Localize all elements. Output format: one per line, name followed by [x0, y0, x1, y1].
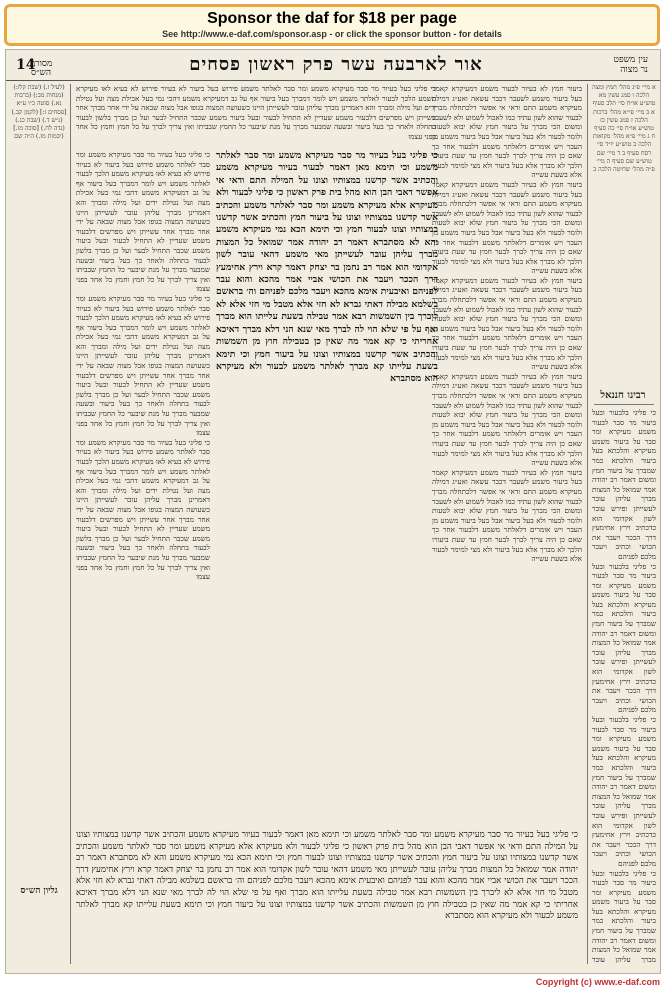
gilyon-label: גליון הש״ס [20, 886, 58, 896]
rabbeinu-text: כי פליגי בלבעור ובעל ביעור מר סבר לבעור משמע מעיקרא ומר סבר על ביעור משמע מעיקרא והלכתא בעל ביעור והלכתא כמר שמברך על ביעור חמץ ומשום דאמר רב יהודה אמר שמואל כל המצות מברך עליהן עובר לעשייתן ופירש עובר לשון אקדומי הוא כדכתיב וירץ אחימעץ דרך הככר ויעבר את הכושי וכתיב ויעבר מלכם לפניהם [592, 408, 656, 561]
rabbeinu-text-cont3: כי פליגי בלבעור ובעל ביעור מר סבר לבעור משמע מעיקרא ומר סבר על ביעור משמע מעיקרא והלכתא בעל ביעור והלכתא כמר שמברך על ביעור חמץ ומשום דאמר רב יהודה אמר שמואל כל המצות מברך עליהן עובר [592, 868, 656, 963]
masoret-text: (לעיל ז.) (שבת קלז:) (מנחות מב:) (ברכות נא.) סוטה כ״ו ע״א [פסחים ז:] (לקמן קב.) (ג״ש ד.) (שבת כג.) (נדה לח.) [סוכה מו.] (יבמות מז.) ה״ה שם [11, 84, 67, 141]
page-title: אור לארבעה עשר פרק ראשון פסחים [189, 54, 483, 75]
ein-mishpat-text: א מיי׳ פ״ג מהל׳ חמץ ומצה הלכה ו סמג עשין מא טוש״ע או״ח סי׳ תלב סעיף א ב מיי׳ פי״א מהל׳ ברכות הלכה ז סמג עשין כז טוש״ע או״ח סי׳ כה סעיף ח ג מיי׳ פ״א מהל׳ מקואות הלכה ב טוש״ע יו״ד סי׳ רסח סעיף ב ד מיי׳ שם טוש״ע שם סעיף ה מיי׳ פ״ה מהל׳ שחיטה הלכה ב [592, 84, 656, 174]
rabbeinu-text-cont: כי פליגי בלבעור ובעל ביעור מר סבר לבעור משמע מעיקרא ומר סבר על ביעור משמע מעיקרא והלכתא בעל ביעור והלכתא כמר שמברך על ביעור חמץ ומשום דאמר רב יהודה אמר שמואל כל המצות מברך עליהן עובר לעשייתן ופירש עובר לשון אקדומי הוא כדכתיב וירץ אחימעץ דרך הככר ויעבר את הכושי וכתיב ויעבר מלכם לפניהם [592, 561, 656, 715]
tosafot-text-cont2: כי פליגי בעל בעיור מר סבר מעיקרא משמע ומר סבר לאלתר משמע פירוש בעל ביעור לא בעיור פירוש לא בעיא לאו מעיקרא משמע הלכך לבעור לאלתר משמע ויש לומר דמברך בעל ביעור אף על גב דמעיקרא משמע דהכי נמי בעל אכילת מצה ועל נטילת ידים ועל מילה ומברך והא דאמרינן מברך עליהן עובר לעשייתן היינו כשעושה המצוה בגופו אבל מצוה שבאה על ידי אחר מברך אחר עשייתן ויש מפרשים דלבעור משמע שעדיין לא התחיל לבעור ובעל ביעור משמע שכבר התחיל לבער ועל כן מברך בלשון לבעור בתחלה ולאחר כך בעל ביעור ובשעה שמבער מברך על מנת שיבער כל החמץ שבביתו ואין צריך לברך על כל חמץ וחמץ כל אחד בפני עצמו [76, 437, 210, 582]
masoret-label: מסורת הש״ס [29, 59, 53, 78]
copyright-link[interactable]: Copyright (c) www.e-daf.com [535, 977, 660, 987]
page-header [6, 54, 660, 80]
tosafot-text-cont: כי פליגי בעל בעיור מר סבר מעיקרא משמע ומר סבר לאלתר משמע פירוש בעל ביעור לא בעיור פירוש לא בעיא לאו מעיקרא משמע הלכך לבעור לאלתר משמע ויש לומר דמברך בעל ביעור אף על גב דמעיקרא משמע דהכי נמי בעל אכילת מצה ועל נטילת ידים ועל מילה ומברך והא דאמרינן מברך עליהן עובר לעשייתן היינו כשעושה המצוה בגופו אבל מצוה שבאה על ידי אחר מברך אחר עשייתן ויש מפרשים דלבעור משמע שעדיין לא התחיל לבעור ובעל ביעור משמע שכבר התחיל לבער ועל כן מברך בלשון לבעור בתחלה ולאחר כך בעל ביעור ובשעה שמבער מברך על מנת שיבער כל החמץ שבביתו ואין צריך לברך על כל חמץ וחמץ כל אחד בפני עצמו [76, 293, 210, 438]
page-number: 14 [16, 57, 36, 73]
gemara-column [216, 150, 438, 826]
tosafot-top-text: כי פליגי בעל בעיור מר סבר מעיקרא משמע ומר סבר לאלתר משמע פירוש בעל ביעור לא בעיור פירוש לא בעיא לאו מעיקרא משמע הלכך לבעור לאלתר משמע ויש לומר דמברך בעל ביעור אף על גב דמעיקרא משמע דהכי נמי בעל אכילת מצה ועל נטילת ידים ועל מילה ומברך והא דאמרינן מברך עליהן עובר לעשייתן היינו כשעושה המצוה בגופו אבל מצוה שבאה על ידי אחר מברך אחר עשייתן ויש מפרשים דלבעור משמע שעדיין לא התחיל לבעור ובעל ביעור משמע שכבר התחיל לבער ועל כן מברך בלשון לבעור בתחלה ולאחר כך בעל ביעור ובשעה שמבער מברך על מנת שיבער כל החמץ שבביתו ואין צריך לברך על כל חמץ וחמץ כל אחד בפני עצמו [76, 84, 436, 141]
masoret-column [10, 84, 68, 864]
sponsor-details-link[interactable]: See http://www.e-daf.com/sponsor.asp - or click the sponsor button - for details [162, 29, 502, 39]
header-rule [6, 80, 660, 81]
right-margin-divider [587, 84, 588, 964]
bottom-gemara-text: כי פליגי בעל בעיור מר סבר מעיקרא משמע ומר סבר לאלתר משמע וכי תימא מאן דאמר לבעור בעיור מעיקרא משמע והכתיב אשר קדשנו במצותיו וצונו על המילה התם ודאי אי אפשר דאבי הבן הוא מהל בית פרק ראשון כי פליגי לבעור ולא מעיקרא אלא מעיקרא משמע ומר סבר לאלתר משמע והכתיב אשר קדשנו במצותיו וצונו על ביעור חמץ והכתיב אשר קדשנו במצותיו וצונו לבעור חמץ וכי תימא הכא נמי מעיקרא משמע והא לא מסתברא דאמר רב יהודה אמר שמואל כל המצות מברך עליהן עובר לעשייתן מאי משמע דהאי עובר לשון אקדומי הוא אמר רב נחמן בר יצחק דאמר קרא וירץ אחימעץ דרך הככר ויעבר את הכושי אביי אמר מהכא והוא עבר לפניהם ואיבעית אימא מהכא ויעבר מלכם לפניהם וה׳ בראשם בשלמא מבילה דאתי גברא לא חזי אלא מטבל מי חזי אלא לא ליברך בין השמשות רבא אמר טבילה בשעת עלייתו הוא מברך ואף על פי שלא הוי לה לברך מאי שנא הני דלא מברך דאיכא אחריתי כי קא אמר מה שאין כן בטבילה חוץ מן השמשות והכתיב אשר קדשנו במצותיו וצונו על ביעור חמץ וכי תימא בשעת עלייתו קא מברך לאלתר משמע לבעור ולא מעיקרא הוא מסתברא [76, 830, 578, 922]
rashi-text: ביעור חמץ לא בעיור לבעור משמע דמעיקרא קאמר בעל ביעור משמע לשעבר דכבר עשאה ואע״ג דמילה מעיקרא משמע התם ודאי אי אפשר דלכתחלה מברך לבעור שהוא לשון עתיד כמו לאכול לשמוע ולא לשעבר ומשום הכי מברך על ביעור חמץ שלא יבוא לטעות ולומר לבעור ולא בעל ביעור אבל בעל ביעור משמע מן העבר ויש אומרים דלאלתר משמע דלבעור אחר כך שאם כן היה צריך לברך לבער חמץ עד שעת ביעורו הלכך לא מברך אלא בעל ביעור ולא מצי למימר לבעור אלא בשעת עשייה [432, 84, 582, 180]
ein-mishpat-column [592, 84, 656, 384]
rabbeinu-rule [594, 404, 654, 405]
left-margin-divider [70, 84, 71, 964]
talmud-page-scan [5, 49, 661, 974]
rabbeinu-label: רבינו חננאל [600, 390, 646, 401]
gemara-text: כי פליגי בעל בעיור מר סבר מעיקרא משמע ומר סבר לאלתר משמע וכי תימא מאן דאמר לבעור בעיור מעיקרא משמע והכתיב אשר קדשנו במצותיו וצונו על המילה התם ודאי אי אפשר דאבי הבן הוא מהל בית פרק ראשון כי פליגי לבעור ולא מעיקרא אלא מעיקרא משמע ומר סבר לאלתר משמע והכתיב אשר קדשנו במצותיו וצונו על ביעור חמץ והכתיב אשר קדשנו במצותיו וצונו לבעור חמץ וכי תימא הכא נמי מעיקרא משמע והא לא מסתברא דאמר רב יהודה אמר שמואל כל המצות מברך עליהן עובר לעשייתן מאי משמע דהאי עובר לשון אקדומי הוא אמר רב נחמן בר יצחק דאמר קרא וירץ אחימעץ דרך הככר ויעבר את הכושי אביי אמר מהכא והוא עבר לפניהם ואיבעית אימא מהכא ויעבר מלכם לפניהם וה׳ בראשם בשלמא מבילה דאתי גברא לא חזי אלא מטבל מי חזי אלא לא ליברך בין השמשות רבא אמר טבילה בשעת עלייתו הוא מברך ואף על פי שלא הוי לה לברך מאי שנא הני דלא מברך דאיכא אחריתי כי קא אמר מה שאין כן בטבילה חוץ מן השמשות והכתיב אשר קדשנו במצותיו וצונו על ביעור חמץ וכי תימא בשעת עלייתו קא מברך לאלתר משמע לבעור ולא מעיקרא הוא מסתברא [216, 150, 438, 385]
ein-mishpat-label: עין משפט נר מצוה [613, 55, 648, 75]
rabbeinu-text-cont2: כי פליגי בלבעור ובעל ביעור מר סבר לבעור משמע מעיקרא ומר סבר על ביעור משמע מעיקרא והלכתא בעל ביעור והלכתא כמר שמברך על ביעור חמץ ומשום דאמר רב יהודה אמר שמואל כל המצות מברך עליהן עובר לעשייתן ופירש עובר לשון אקדומי הוא כדכתיב וירץ אחימעץ דרך הככר ויעבר את הכושי וכתיב ויעבר מלכם לפניהם [592, 715, 656, 868]
rashi-text-cont2: ביעור חמץ לא בעיור לבעור משמע דמעיקרא קאמר בעל ביעור משמע לשעבר דכבר עשאה ואע״ג דמילה מעיקרא משמע התם ודאי אי אפשר דלכתחלה מברך לבעור שהוא לשון עתיד כמו לאכול לשמוע ולא לשעבר ומשום הכי מברך על ביעור חמץ שלא יבוא לטעות ולומר לבעור ולא בעל ביעור אבל בעל ביעור משמע מן העבר ויש אומרים דלאלתר משמע דלבעור אחר כך שאם כן היה צריך לברך לבער חמץ עד שעת ביעורו הלכך לא מברך אלא בעל ביעור ולא מצי למימר לבעור אלא בשעת עשייה [432, 275, 582, 372]
rabbeinu-column [592, 408, 656, 963]
rashi-text-cont: ביעור חמץ לא בעיור לבעור משמע דמעיקרא קאמר בעל ביעור משמע לשעבר דכבר עשאה ואע״ג דמילה מעיקרא משמע התם ודאי אי אפשר דלכתחלה מברך לבעור שהוא לשון עתיד כמו לאכול לשמוע ולא לשעבר ומשום הכי מברך על ביעור חמץ שלא יבוא לטעות ולומר לבעור ולא בעל ביעור אבל בעל ביעור משמע מן העבר ויש אומרים דלאלתר משמע דלבעור אחר כך שאם כן היה צריך לברך לבער חמץ עד שעת ביעורו הלכך לא מברך אלא בעל ביעור ולא מצי למימר לבעור אלא בשעת עשייה [432, 179, 582, 276]
tosafot-column [76, 150, 210, 826]
tosafot-top [76, 84, 436, 146]
rashi-text-cont3: ביעור חמץ לא בעיור לבעור משמע דמעיקרא קאמר בעל ביעור משמע לשעבר דכבר עשאה ואע״ג דמילה מעיקרא משמע התם ודאי אי אפשר דלכתחלה מברך לבעור שהוא לשון עתיד כמו לאכול לשמוע ולא לשעבר ומשום הכי מברך על ביעור חמץ שלא יבוא לטעות ולומר לבעור ולא בעל ביעור אבל בעל ביעור משמע מן העבר ויש אומרים דלאלתר משמע דלבעור אחר כך שאם כן היה צריך לברך לבער חמץ עד שעת ביעורו הלכך לא מברך אלא בעל ביעור ולא מצי למימר לבעור אלא בשעת עשייה [432, 371, 582, 468]
tosafot-text: כי פליגי בעל בעיור מר סבר מעיקרא משמע ומר סבר לאלתר משמע פירוש בעל ביעור לא בעיור פירוש לא בעיא לאו מעיקרא משמע הלכך לבעור לאלתר משמע ויש לומר דמברך בעל ביעור אף על גב דמעיקרא משמע דהכי נמי בעל אכילת מצה ועל נטילת ידים ועל מילה ומברך והא דאמרינן מברך עליהן עובר לעשייתן היינו כשעושה המצוה בגופו אבל מצוה שבאה על ידי אחר מברך אחר עשייתן ויש מפרשים דלבעור משמע שעדיין לא התחיל לבעור ובעל ביעור משמע שכבר התחיל לבער ועל כן מברך בלשון לבעור בתחלה ולאחר כך בעל ביעור ובשעה שמבער מברך על מנת שיבער כל החמץ שבביתו ואין צריך לברך על כל חמץ וחמץ כל אחד בפני עצמו [76, 150, 210, 294]
rashi-column [432, 84, 582, 824]
rashi-text-cont4: ביעור חמץ לא בעיור לבעור משמע דמעיקרא קאמר בעל ביעור משמע לשעבר דכבר עשאה ואע״ג דמילה מעיקרא משמע התם ודאי אי אפשר דלכתחלה מברך לבעור שהוא לשון עתיד כמו לאכול לשמוע ולא לשעבר ומשום הכי מברך על ביעור חמץ שלא יבוא לטעות ולומר לבעור ולא בעל ביעור אבל בעל ביעור משמע מן העבר ויש אומרים דלאלתר משמע דלבעור אחר כך שאם כן היה צריך לברך לבער חמץ עד שעת ביעורו הלכך לא מברך אלא בעל ביעור ולא מצי למימר לבעור אלא בשעת עשייה [432, 467, 582, 564]
bottom-text [76, 830, 578, 964]
sponsor-title[interactable]: Sponsor the daf for $18 per page [207, 10, 457, 27]
sponsor-banner[interactable] [4, 4, 660, 46]
